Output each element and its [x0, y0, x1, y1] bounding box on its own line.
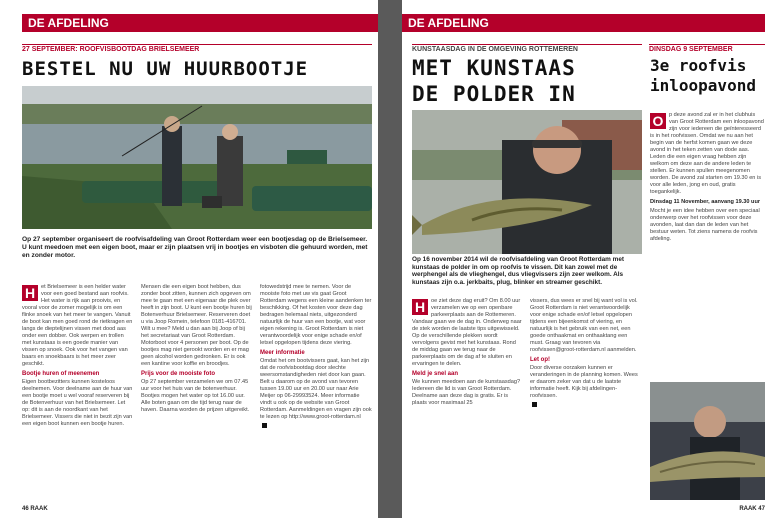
sidebar-title-line-1: 3e roofvis	[650, 56, 747, 75]
sidebar-text: p deze avond zal er in het clubhuis van Groot Rotterdam een inloopavond zijn voor iedereen die geïnteresseerd is in het roofvissen. Omdat we nu aan het begin van de herfst komen gaan we deze avond in het teken zetten van dode aas. Leden die een eigen vraag hebben zijn welkom om deze aan de andere leden te stellen. Er kunnen spullen meegenomen worden. De avond zal starten om 19.30 en is voor alle leden, jong en oud, gratis toegankelijk.	[650, 112, 764, 195]
subheading: Prijs voor de mooiste foto	[141, 371, 216, 377]
left-page	[0, 0, 378, 518]
angler-pike-photo	[412, 110, 642, 254]
kicker-rule	[22, 44, 372, 45]
end-mark	[262, 423, 267, 428]
column-1	[22, 284, 134, 504]
right-page	[402, 0, 783, 518]
sidebar-text: Mocht je een idee hebben over een speciaal onderwerp over het roofvissen voor deze avonden, laat dan dan de leden van het bestuur weten. Tot ziens namens de roofvis afdeling.	[650, 208, 760, 242]
angler-with-pike	[412, 110, 642, 254]
end-mark	[532, 402, 537, 407]
drop-cap: H	[22, 285, 38, 301]
subheading: Let op!	[530, 357, 550, 363]
angler-with-pike-small	[650, 382, 765, 500]
anglers-boat-scene	[22, 86, 372, 229]
subheading: Meer informatie	[260, 350, 305, 356]
kicker-rule	[412, 44, 642, 45]
intro-text: Op 16 november 2014 wil de roofvisafdeling van Groot Rotterdam met kunstaas de polder in om op roofvis te vissen. Dit kan zowel met de werphengel als de vlieghengel, dus vliegvissers zijn zeer welkom. Als kunstaas zijn o.a. jerkbaits, plug, blinker en streamer geschikt.	[412, 256, 625, 286]
column-text: Mensen die een eigen boot hebben, dus zonder boot zitten, kunnen zich opgeven om mee te gaan met een eigenaar die plek over heeft in zijn boot. U kunt een bootje huren bij Botenverhuur Brielsemeer. Reserveren doet u via Joop Romein, telefoon 0181-416701. Wilt u mee? Meld u dan aan bij Joop of bij het secretariaat van Groot Rotterdam. Motorboot voor 4 personen per boot. Op de bootjes mag niet gerookt worden en er mag geen alcohol worden gedronken. Er is ook een kantine voor koffie en broodjes.	[141, 284, 252, 367]
kicker: 27 SEPTEMBER: ROOFVISBOOTDAG BRIELSEMEER	[22, 46, 200, 53]
intro-text: Op 27 september organiseert de roofvisafdeling van Groot Rotterdam weer een bootjesdag op de Brielsemeer. U kunt meedoen met een eigen boot, maar er zijn plaatsen vrij in bootjes en visboten die gehuurd worden, met en zonder motor.	[22, 236, 368, 259]
sidebar-date: Dinsdag 11 November, aanvang 19.30 uur	[650, 199, 761, 205]
sidebar-rule	[649, 44, 765, 45]
page-gutter	[378, 0, 402, 518]
anglers-photo	[22, 86, 372, 229]
pike-sidebar-photo	[650, 382, 765, 500]
column-text: et Brielsemeer is een helder water voor een goed bestand aan roofvis. Het water is rijk aan prooivis, en vooral voor de zomer mogelijk is om een flinke snoek van het meer te vangen. Vanuit de boot kan men goed rond de rietkragen en langs de dieptelijnen vissen met dood aas onder een dobber. Ook werpen en trollen met kunstaas is een goede manier van vissen op snoek. Ook voor het vangen van baars en snoekbaars is het meer zeer geschikt.	[22, 284, 133, 367]
section-header: DE AFDELING	[402, 14, 765, 32]
headline-line-2: DE POLDER IN	[412, 82, 576, 106]
column-2	[141, 284, 253, 504]
sidebar-title-line-2: inloopavond	[650, 76, 756, 95]
page-number: RAAK 47	[739, 506, 765, 512]
column-text: Op 27 september verzamelen we om 07.45 uur voor het huis van de botenverhuur. Bootjes mogen het water op tot 16.00 uur. Alle boten gaan om die tijd terug naar de haven. Daarna worden de prijzen uitgereikt.	[141, 379, 250, 413]
column-text: fotowedstrijd mee te nemen. Voor de mooiste foto met uw vis gaat Groot Rotterdam wegens een kleine aandenken ter beschikking. Of het kosten voor deze dag bedragen helemaal niets, uitgezonderd natuurlijk de huur van een bootje, wat voor eigen rekening is. Groot Rotterdam is niet verantwoordelijk voor enige schade en/of letsel opgelopen tijdens deze viering.	[260, 284, 372, 346]
drop-cap: O	[650, 113, 666, 129]
column-2	[530, 298, 642, 504]
drop-cap: H	[412, 299, 428, 315]
kicker: KUNSTAASDAG IN DE OMGEVING ROTTEMEREN	[412, 46, 578, 53]
column-3	[260, 284, 372, 504]
column-text: vissers, dus wees er snel bij want vol is vol. Groot Rotterdam is niet verantwoordelijk voor enige schade en/of letsel opgelopen tijdens een bijeenkomst of viering, en natuurlijk is het gebruik van een net, een goede onthaakmat en onthaaktang een must. Graag van tevoren via roofvissen@groot-rotterdam.nl aanmelden.	[530, 298, 638, 353]
column-text: Eigen bootbezitters kunnen kosteloos deelnemen. Voor deelname aan de huur van een bootje moet u wel vooraf reserveren bij de Botenverhuur van het Brielsemeer. Let op: dit is aan de noordkant van het Brielsemeer. Vissers die niet in bezit zijn van een eigen boot kunnen een bootje huren.	[22, 379, 133, 427]
column-text: We kunnen meedoen aan de kunstaasdag? Iedereen die lid is van Groot Rotterdam. Deelname aan deze dag is gratis. Er is plaats voor maximaal 25	[412, 379, 521, 406]
sidebar-column	[650, 112, 765, 382]
page-number: 46 RAAK	[22, 506, 48, 512]
sidebar-kicker: DINSDAG 9 SEPTEMBER	[649, 46, 733, 53]
section-header: DE AFDELING	[22, 14, 378, 32]
headline-line-1: MET KUNSTAAS	[412, 56, 576, 80]
column-text: Door diverse oorzaken kunnen er veranderingen in de planning komen. Wees er daarom zeker van dat u de laatste informatie heeft. Kijk bij afdelingen-roofvissen.	[530, 365, 638, 399]
column-text: oe ziet deze dag eruit? Om 8.00 uur verzamelen we op een openbare parkeerplaats aan de Rottemeren. Vandaar gaan we de dag in. Onderweg naar de stek worden de laatste tips uitgewisseld. Op de verschillende plekken wordt vervolgens gevist met het kunstaas. Rond de middag gaan we terug naar de parkeerplaats om de dag af te sluiten en ervaringen te delen.	[412, 298, 522, 367]
column-text: Omdat het om bootvissers gaat, kan het zijn dat de roofvisbootdag door slechte weersomstandigheden niet door kan gaan. Belt u daarom op de avond van tevoren tussen 19.00 uur en 20.00 uur naar Arie Meijer op 06-29993524. Meer informatie vindt u ook op de website van Groot Rotterdam. Aanmeldingen en vragen zijn ook te lezen op http://www.groot-rotterdam.nl	[260, 358, 372, 420]
headline: BESTEL NU UW HUURBOOTJE	[22, 58, 309, 80]
column-1	[412, 298, 522, 504]
subheading: Bootje huren of meenemen	[22, 371, 100, 377]
subheading: Meld je snel aan	[412, 371, 459, 377]
